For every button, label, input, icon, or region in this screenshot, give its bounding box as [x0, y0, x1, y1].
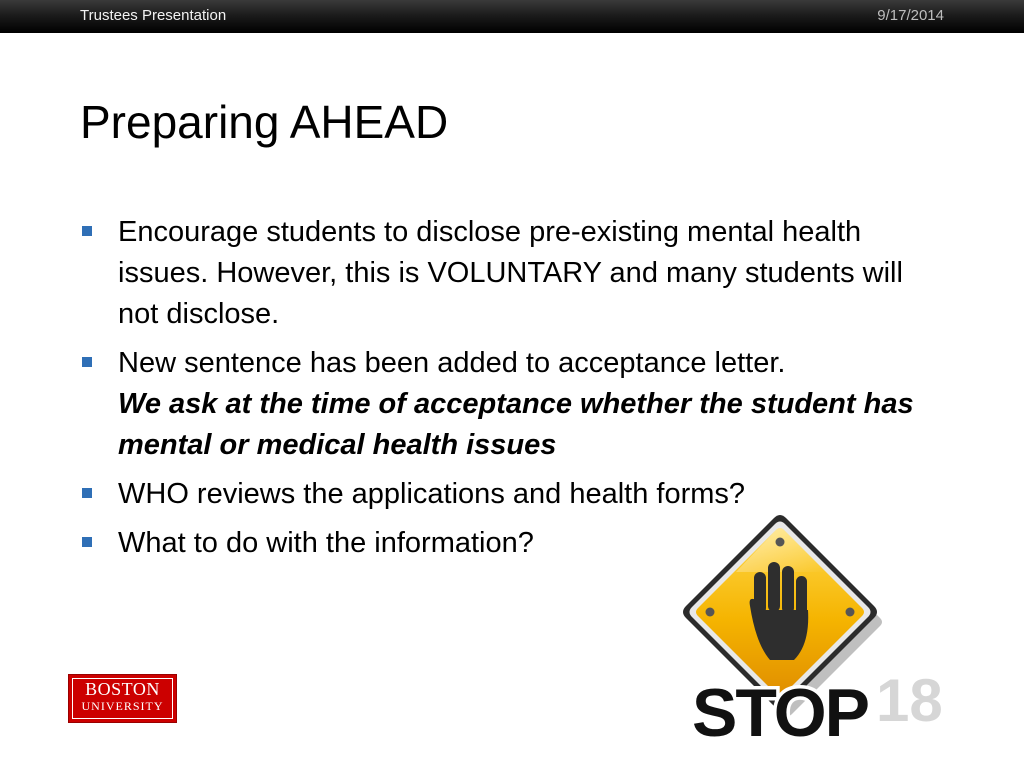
- logo-line-2: UNIVERSITY: [81, 699, 164, 713]
- bullet-marker-icon: [82, 226, 92, 236]
- bullet-marker-icon: [82, 537, 92, 547]
- bullet-marker-icon: [82, 357, 92, 367]
- bullet-item: [80, 212, 920, 335]
- presentation-date: 9/17/2014: [877, 7, 944, 24]
- slide-title: Preparing AHEAD: [80, 96, 449, 148]
- stop-label: STOP: [692, 675, 868, 750]
- logo-line-1: BOSTON: [85, 679, 160, 699]
- presentation-title: Trustees Presentation: [80, 7, 227, 24]
- bullet-emphasis-text: We ask at the time of acceptance whether the student has mental or medical health issues: [118, 388, 914, 461]
- bullet-text: New sentence has been added to acceptance letter.: [118, 347, 786, 379]
- boston-university-logo: [68, 674, 177, 723]
- bullet-item: [80, 474, 920, 515]
- bullet-marker-icon: [82, 488, 92, 498]
- stop-sign-graphic: [676, 514, 886, 750]
- top-bar: [0, 0, 1024, 33]
- bullet-text: WHO reviews the applications and health forms?: [118, 478, 746, 510]
- bullet-text: Encourage students to disclose pre-existing mental health issues. However, this is VOLUNTARY and many students will not disclose.: [118, 216, 903, 330]
- page-number: 18: [876, 667, 943, 734]
- bullet-text: What to do with the information?: [118, 527, 534, 559]
- bullet-item: [80, 343, 920, 466]
